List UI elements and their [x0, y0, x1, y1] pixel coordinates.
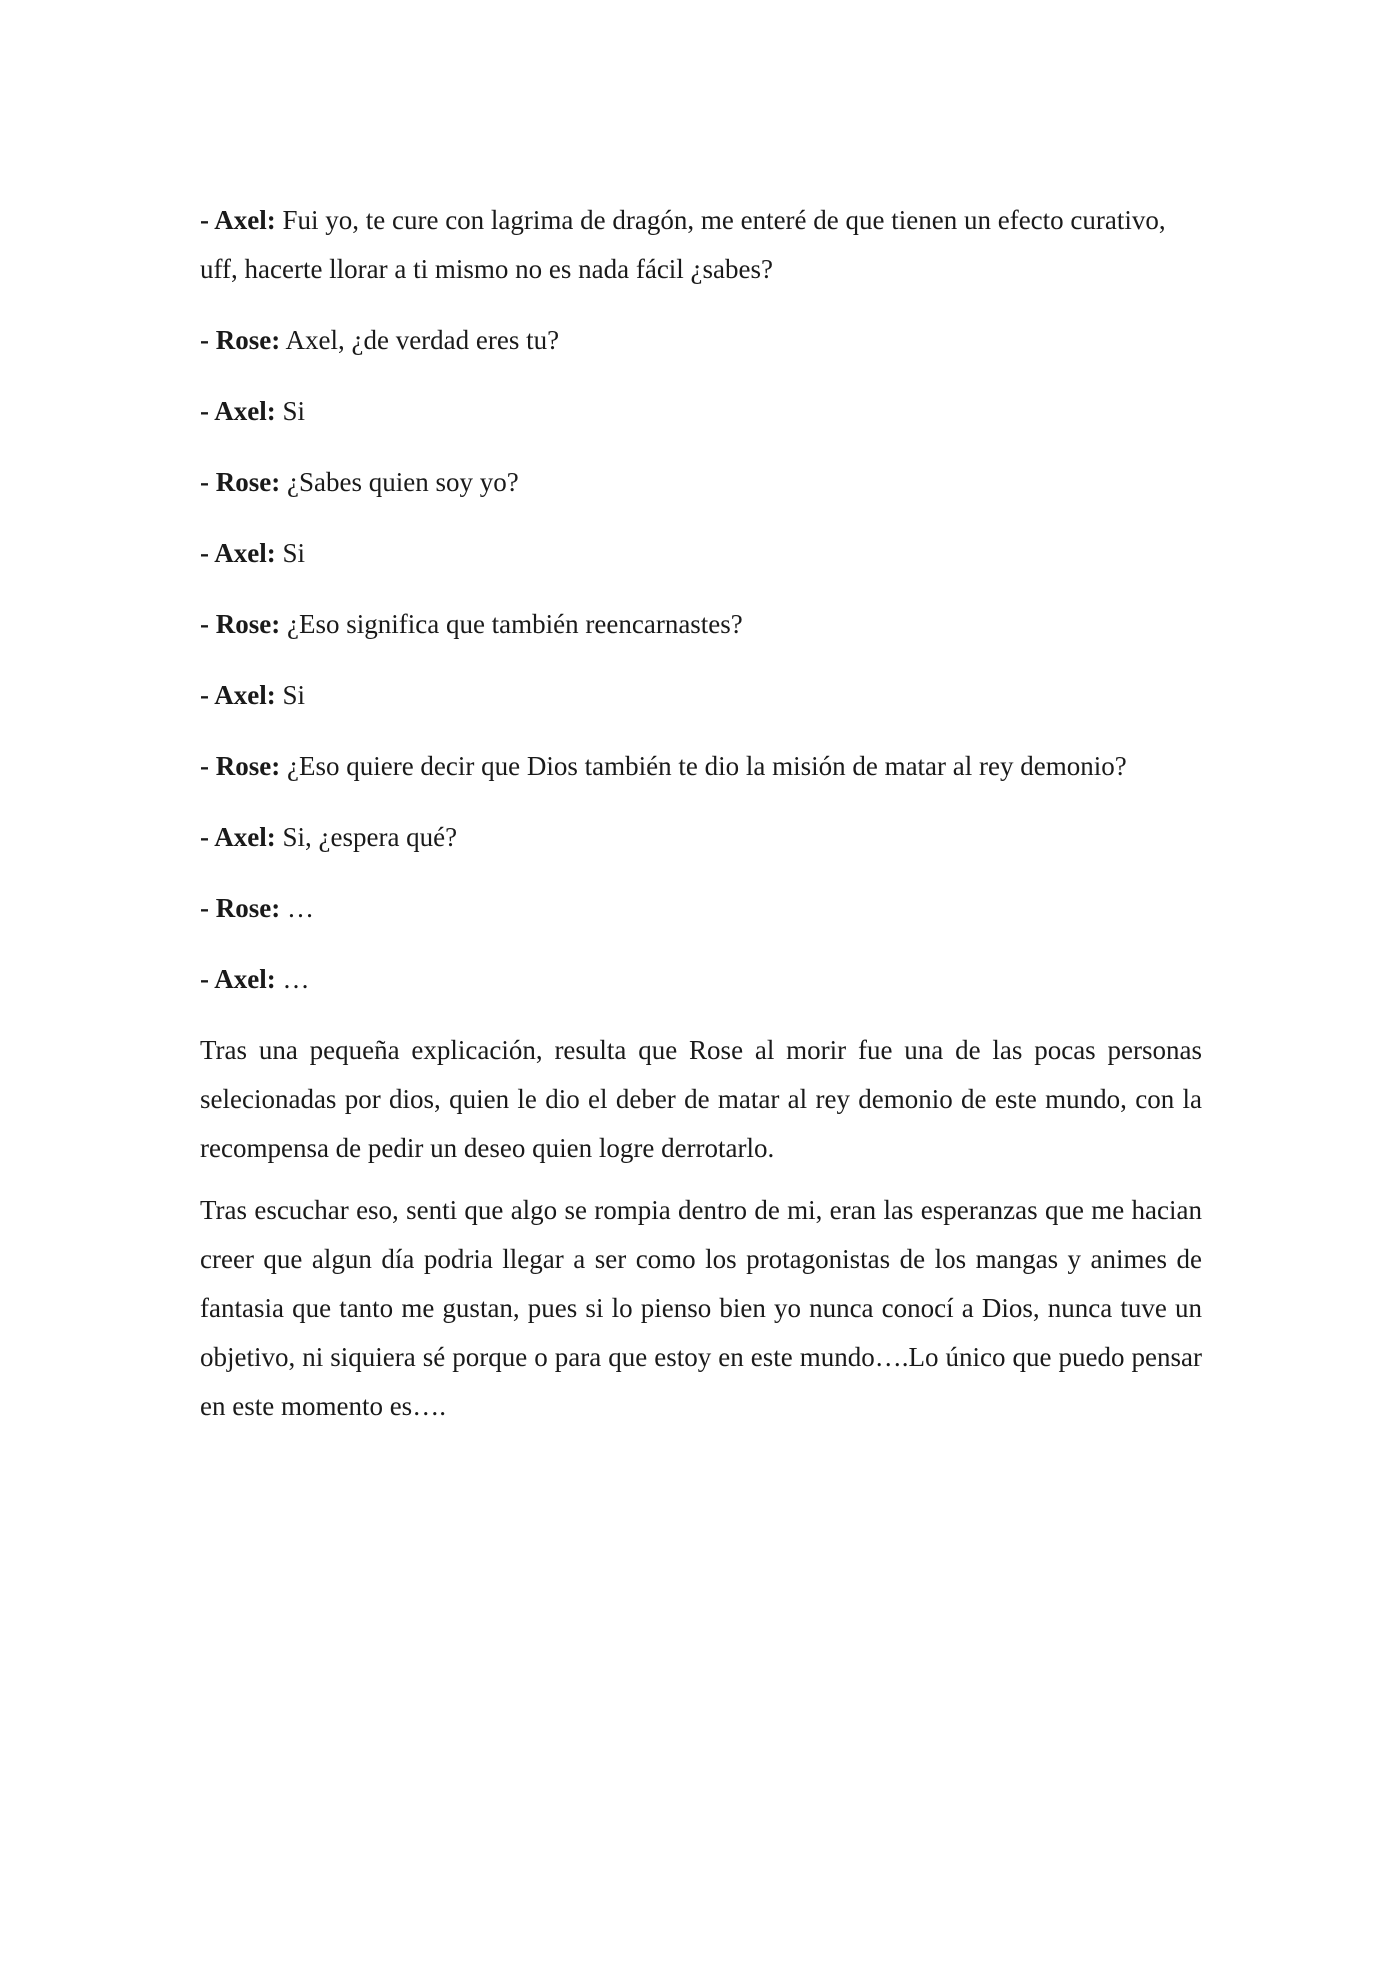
- dialogue-text: Fui yo, te cure con lagrima de dragón, me enteré de que tienen un efecto curativo, uff, hacerte llorar a ti mismo no es nada fácil ¿sabes?: [200, 205, 1166, 284]
- dialogue-line: [200, 196, 1202, 294]
- speaker-name: - Rose:: [200, 893, 281, 923]
- speaker-name: - Rose:: [200, 609, 281, 639]
- dialogue-text: ¿Eso quiere decir que Dios también te dio la misión de matar al rey demonio?: [280, 751, 1127, 781]
- dialogue-text: Si: [275, 538, 306, 568]
- dialogue-line: [200, 742, 1202, 791]
- dialogue-text: Axel, ¿de verdad eres tu?: [280, 325, 560, 355]
- page-text: [200, 196, 1202, 1444]
- dialogue-line: [200, 955, 1202, 1004]
- dialogue-line: [200, 600, 1202, 649]
- dialogue-line: [200, 813, 1202, 862]
- dialogue-text: …: [280, 893, 314, 923]
- speaker-name: - Rose:: [200, 467, 281, 497]
- dialogue-line: [200, 671, 1202, 720]
- speaker-name: - Rose:: [200, 325, 281, 355]
- dialogue-line: [200, 458, 1202, 507]
- narrative-paragraph: Tras una pequeña explicación, resulta que Rose al morir fue una de las pocas personas selecionadas por dios, quien le dio el deber de matar al rey demonio de este mundo, con la recompensa de pedir un deseo quien logre derrotarlo.: [200, 1035, 1202, 1163]
- speaker-name: - Rose:: [200, 751, 281, 781]
- dialogue-text: ¿Eso significa que también reencarnastes?: [280, 609, 743, 639]
- speaker-name: - Axel:: [200, 205, 276, 235]
- narrative-paragraph: Tras escuchar eso, senti que algo se rompia dentro de mi, eran las esperanzas que me hacian creer que algun día podria llegar a ser como los protagonistas de los mangas y animes de fantasia que tanto me gustan, pues si lo pienso bien yo nunca conocí a Dios, nunca tuve un objetivo, ni siquiera sé porque o para que estoy en este mundo….Lo único que puedo pensar en este momento es….: [200, 1195, 1202, 1421]
- speaker-name: - Axel:: [200, 396, 276, 426]
- speaker-name: - Axel:: [200, 680, 276, 710]
- dialogue-text: ¿Sabes quien soy yo?: [280, 467, 519, 497]
- speaker-name: - Axel:: [200, 822, 276, 852]
- dialogue-text: …: [275, 964, 310, 994]
- dialogue-text: Si, ¿espera qué?: [275, 822, 458, 852]
- dialogue-line: [200, 387, 1202, 436]
- dialogue-line: [200, 529, 1202, 578]
- dialogue-text: Si: [275, 680, 306, 710]
- dialogue-text: Si: [275, 396, 306, 426]
- speaker-name: - Axel:: [200, 538, 276, 568]
- dialogue-line: [200, 316, 1202, 365]
- speaker-name: - Axel:: [200, 964, 276, 994]
- dialogue-line: [200, 884, 1202, 933]
